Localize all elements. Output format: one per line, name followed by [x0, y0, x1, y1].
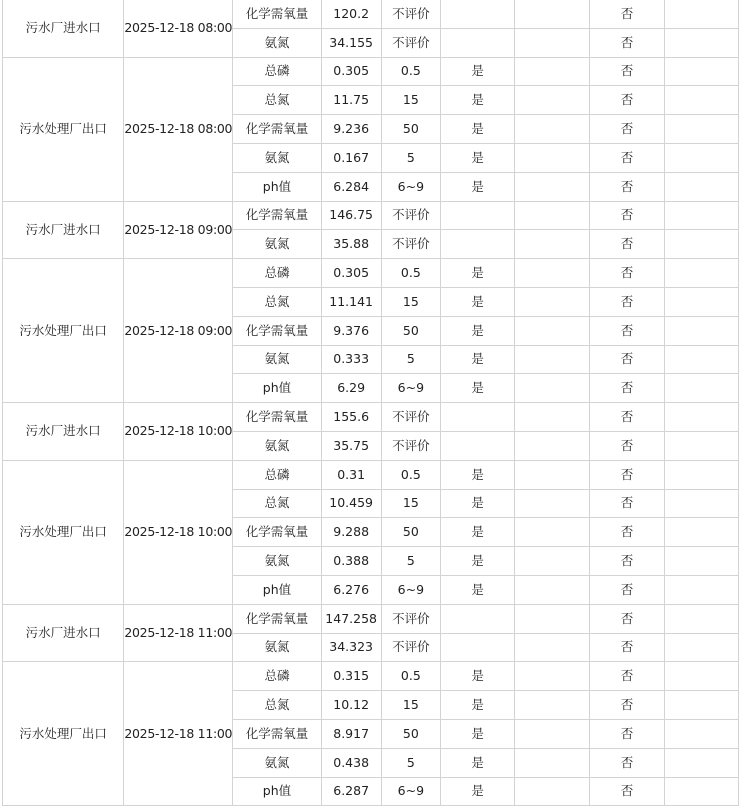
parameter-name-cell: 化学需氧量 [233, 719, 322, 748]
measured-value-cell: 10.12 [321, 691, 381, 720]
standard-limit-cell: 0.5 [381, 460, 441, 489]
monitor-time-cell: 2025-12-18 09:00 [124, 201, 233, 259]
standard-limit-cell: 5 [381, 547, 441, 576]
measured-value-cell: 34.323 [321, 633, 381, 662]
standard-limit-cell: 0.5 [381, 57, 441, 86]
empty-cell [514, 547, 589, 576]
measured-value-cell: 35.75 [321, 431, 381, 460]
measured-value-cell: 0.31 [321, 460, 381, 489]
parameter-name-cell: 总氮 [233, 86, 322, 115]
monitoring-data-table [2, 0, 739, 806]
empty-cell [665, 403, 739, 432]
compliance-cell: 是 [441, 460, 515, 489]
measured-value-cell: 35.88 [321, 230, 381, 259]
exceed-flag-cell: 否 [589, 316, 665, 345]
empty-cell [514, 748, 589, 777]
empty-cell [514, 403, 589, 432]
exceed-flag-cell: 否 [589, 460, 665, 489]
parameter-name-cell: 总磷 [233, 259, 322, 288]
measured-value-cell: 146.75 [321, 201, 381, 230]
parameter-name-cell: 化学需氧量 [233, 0, 322, 28]
site-name-cell: 污水厂进水口 [3, 403, 124, 461]
empty-cell [665, 547, 739, 576]
measured-value-cell: 147.258 [321, 604, 381, 633]
empty-cell [514, 172, 589, 201]
table-row [3, 201, 739, 230]
exceed-flag-cell: 否 [589, 345, 665, 374]
measured-value-cell: 0.388 [321, 547, 381, 576]
standard-limit-cell: 不评价 [381, 0, 441, 28]
exceed-flag-cell: 否 [589, 777, 665, 806]
empty-cell [514, 345, 589, 374]
parameter-name-cell: 氨氮 [233, 633, 322, 662]
standard-limit-cell: 50 [381, 316, 441, 345]
measured-value-cell: 9.288 [321, 518, 381, 547]
measured-value-cell: 120.2 [321, 0, 381, 28]
exceed-flag-cell: 否 [589, 662, 665, 691]
table-row [3, 259, 739, 288]
empty-cell [514, 719, 589, 748]
empty-cell [665, 575, 739, 604]
empty-cell [665, 633, 739, 662]
compliance-cell [441, 431, 515, 460]
empty-cell [514, 691, 589, 720]
standard-limit-cell: 15 [381, 691, 441, 720]
site-name-cell: 污水厂进水口 [3, 0, 124, 57]
compliance-cell: 是 [441, 691, 515, 720]
measured-value-cell: 10.459 [321, 489, 381, 518]
parameter-name-cell: 总氮 [233, 691, 322, 720]
standard-limit-cell: 5 [381, 748, 441, 777]
empty-cell [665, 460, 739, 489]
empty-cell [514, 374, 589, 403]
standard-limit-cell: 6~9 [381, 374, 441, 403]
compliance-cell [441, 0, 515, 28]
empty-cell [665, 662, 739, 691]
measured-value-cell: 0.438 [321, 748, 381, 777]
parameter-name-cell: 氨氮 [233, 28, 322, 57]
empty-cell [514, 143, 589, 172]
measured-value-cell: 6.284 [321, 172, 381, 201]
empty-cell [514, 489, 589, 518]
compliance-cell: 是 [441, 259, 515, 288]
parameter-name-cell: 氨氮 [233, 748, 322, 777]
exceed-flag-cell: 否 [589, 374, 665, 403]
parameter-name-cell: 总氮 [233, 287, 322, 316]
site-name-cell: 污水处理厂出口 [3, 57, 124, 201]
parameter-name-cell: ph值 [233, 172, 322, 201]
monitor-time-cell: 2025-12-18 10:00 [124, 460, 233, 604]
compliance-cell: 是 [441, 143, 515, 172]
empty-cell [514, 230, 589, 259]
parameter-name-cell: ph值 [233, 777, 322, 806]
standard-limit-cell: 不评价 [381, 230, 441, 259]
empty-cell [665, 230, 739, 259]
empty-cell [665, 0, 739, 28]
exceed-flag-cell: 否 [589, 115, 665, 144]
monitor-time-cell: 2025-12-18 08:00 [124, 57, 233, 201]
exceed-flag-cell: 否 [589, 259, 665, 288]
empty-cell [665, 287, 739, 316]
standard-limit-cell: 不评价 [381, 604, 441, 633]
compliance-cell: 是 [441, 489, 515, 518]
standard-limit-cell: 50 [381, 115, 441, 144]
measured-value-cell: 6.29 [321, 374, 381, 403]
table-row [3, 604, 739, 633]
parameter-name-cell: 氨氮 [233, 547, 322, 576]
compliance-cell: 是 [441, 172, 515, 201]
parameter-name-cell: 氨氮 [233, 345, 322, 374]
empty-cell [514, 259, 589, 288]
site-name-cell: 污水处理厂出口 [3, 460, 124, 604]
parameter-name-cell: 总氮 [233, 489, 322, 518]
compliance-cell: 是 [441, 115, 515, 144]
exceed-flag-cell: 否 [589, 0, 665, 28]
empty-cell [514, 0, 589, 28]
measured-value-cell: 6.287 [321, 777, 381, 806]
empty-cell [514, 777, 589, 806]
parameter-name-cell: 化学需氧量 [233, 403, 322, 432]
monitor-time-cell: 2025-12-18 11:00 [124, 604, 233, 662]
empty-cell [514, 633, 589, 662]
empty-cell [514, 431, 589, 460]
compliance-cell: 是 [441, 287, 515, 316]
empty-cell [514, 316, 589, 345]
exceed-flag-cell: 否 [589, 604, 665, 633]
compliance-cell [441, 604, 515, 633]
measured-value-cell: 155.6 [321, 403, 381, 432]
compliance-cell: 是 [441, 316, 515, 345]
empty-cell [665, 201, 739, 230]
measured-value-cell: 0.305 [321, 57, 381, 86]
exceed-flag-cell: 否 [589, 28, 665, 57]
empty-cell [665, 172, 739, 201]
exceed-flag-cell: 否 [589, 575, 665, 604]
compliance-cell: 是 [441, 374, 515, 403]
standard-limit-cell: 不评价 [381, 431, 441, 460]
standard-limit-cell: 6~9 [381, 777, 441, 806]
parameter-name-cell: ph值 [233, 374, 322, 403]
site-name-cell: 污水处理厂出口 [3, 662, 124, 806]
empty-cell [665, 259, 739, 288]
empty-cell [665, 28, 739, 57]
exceed-flag-cell: 否 [589, 230, 665, 259]
empty-cell [665, 345, 739, 374]
empty-cell [665, 86, 739, 115]
exceed-flag-cell: 否 [589, 633, 665, 662]
empty-cell [665, 777, 739, 806]
parameter-name-cell: 化学需氧量 [233, 518, 322, 547]
empty-cell [514, 115, 589, 144]
standard-limit-cell: 0.5 [381, 662, 441, 691]
parameter-name-cell: 氨氮 [233, 431, 322, 460]
empty-cell [665, 431, 739, 460]
parameter-name-cell: 总磷 [233, 460, 322, 489]
exceed-flag-cell: 否 [589, 547, 665, 576]
parameter-name-cell: ph值 [233, 575, 322, 604]
measured-value-cell: 8.917 [321, 719, 381, 748]
parameter-name-cell: 总磷 [233, 662, 322, 691]
measured-value-cell: 11.141 [321, 287, 381, 316]
empty-cell [514, 28, 589, 57]
exceed-flag-cell: 否 [589, 403, 665, 432]
measured-value-cell: 9.236 [321, 115, 381, 144]
standard-limit-cell: 15 [381, 287, 441, 316]
standard-limit-cell: 不评价 [381, 28, 441, 57]
standard-limit-cell: 15 [381, 86, 441, 115]
compliance-cell [441, 633, 515, 662]
table-row [3, 662, 739, 691]
empty-cell [665, 691, 739, 720]
empty-cell [514, 287, 589, 316]
exceed-flag-cell: 否 [589, 172, 665, 201]
measured-value-cell: 0.315 [321, 662, 381, 691]
table-row [3, 460, 739, 489]
site-name-cell: 污水厂进水口 [3, 604, 124, 662]
empty-cell [665, 604, 739, 633]
exceed-flag-cell: 否 [589, 57, 665, 86]
compliance-cell: 是 [441, 86, 515, 115]
standard-limit-cell: 6~9 [381, 172, 441, 201]
empty-cell [514, 518, 589, 547]
compliance-cell: 是 [441, 662, 515, 691]
standard-limit-cell: 50 [381, 518, 441, 547]
parameter-name-cell: 氨氮 [233, 143, 322, 172]
measured-value-cell: 0.305 [321, 259, 381, 288]
exceed-flag-cell: 否 [589, 287, 665, 316]
exceed-flag-cell: 否 [589, 691, 665, 720]
empty-cell [514, 662, 589, 691]
compliance-cell [441, 403, 515, 432]
monitor-time-cell: 2025-12-18 11:00 [124, 662, 233, 806]
parameter-name-cell: 氨氮 [233, 230, 322, 259]
standard-limit-cell: 不评价 [381, 403, 441, 432]
empty-cell [665, 489, 739, 518]
empty-cell [514, 604, 589, 633]
standard-limit-cell: 6~9 [381, 575, 441, 604]
compliance-cell: 是 [441, 575, 515, 604]
parameter-name-cell: 化学需氧量 [233, 115, 322, 144]
parameter-name-cell: 总磷 [233, 57, 322, 86]
parameter-name-cell: 化学需氧量 [233, 201, 322, 230]
empty-cell [665, 719, 739, 748]
compliance-cell: 是 [441, 518, 515, 547]
monitor-time-cell: 2025-12-18 09:00 [124, 259, 233, 403]
parameter-name-cell: 化学需氧量 [233, 316, 322, 345]
standard-limit-cell: 5 [381, 143, 441, 172]
empty-cell [665, 57, 739, 86]
monitor-time-cell: 2025-12-18 08:00 [124, 0, 233, 57]
empty-cell [665, 115, 739, 144]
measured-value-cell: 34.155 [321, 28, 381, 57]
measured-value-cell: 0.333 [321, 345, 381, 374]
table-row [3, 57, 739, 86]
empty-cell [665, 518, 739, 547]
standard-limit-cell: 0.5 [381, 259, 441, 288]
exceed-flag-cell: 否 [589, 518, 665, 547]
standard-limit-cell: 不评价 [381, 201, 441, 230]
exceed-flag-cell: 否 [589, 748, 665, 777]
compliance-cell: 是 [441, 748, 515, 777]
empty-cell [665, 143, 739, 172]
standard-limit-cell: 不评价 [381, 633, 441, 662]
empty-cell [665, 748, 739, 777]
table-body [3, 0, 739, 806]
compliance-cell [441, 201, 515, 230]
empty-cell [665, 316, 739, 345]
standard-limit-cell: 50 [381, 719, 441, 748]
standard-limit-cell: 5 [381, 345, 441, 374]
exceed-flag-cell: 否 [589, 431, 665, 460]
exceed-flag-cell: 否 [589, 489, 665, 518]
measured-value-cell: 0.167 [321, 143, 381, 172]
standard-limit-cell: 15 [381, 489, 441, 518]
compliance-cell: 是 [441, 345, 515, 374]
compliance-cell: 是 [441, 57, 515, 86]
empty-cell [665, 374, 739, 403]
empty-cell [514, 86, 589, 115]
monitor-time-cell: 2025-12-18 10:00 [124, 403, 233, 461]
compliance-cell [441, 28, 515, 57]
empty-cell [514, 57, 589, 86]
exceed-flag-cell: 否 [589, 201, 665, 230]
compliance-cell: 是 [441, 547, 515, 576]
exceed-flag-cell: 否 [589, 719, 665, 748]
exceed-flag-cell: 否 [589, 86, 665, 115]
table-row [3, 403, 739, 432]
measured-value-cell: 6.276 [321, 575, 381, 604]
table-row [3, 0, 739, 28]
empty-cell [514, 575, 589, 604]
parameter-name-cell: 化学需氧量 [233, 604, 322, 633]
compliance-cell: 是 [441, 777, 515, 806]
empty-cell [514, 201, 589, 230]
empty-cell [514, 460, 589, 489]
compliance-cell [441, 230, 515, 259]
compliance-cell: 是 [441, 719, 515, 748]
exceed-flag-cell: 否 [589, 143, 665, 172]
measured-value-cell: 9.376 [321, 316, 381, 345]
measured-value-cell: 11.75 [321, 86, 381, 115]
site-name-cell: 污水处理厂出口 [3, 259, 124, 403]
site-name-cell: 污水厂进水口 [3, 201, 124, 259]
